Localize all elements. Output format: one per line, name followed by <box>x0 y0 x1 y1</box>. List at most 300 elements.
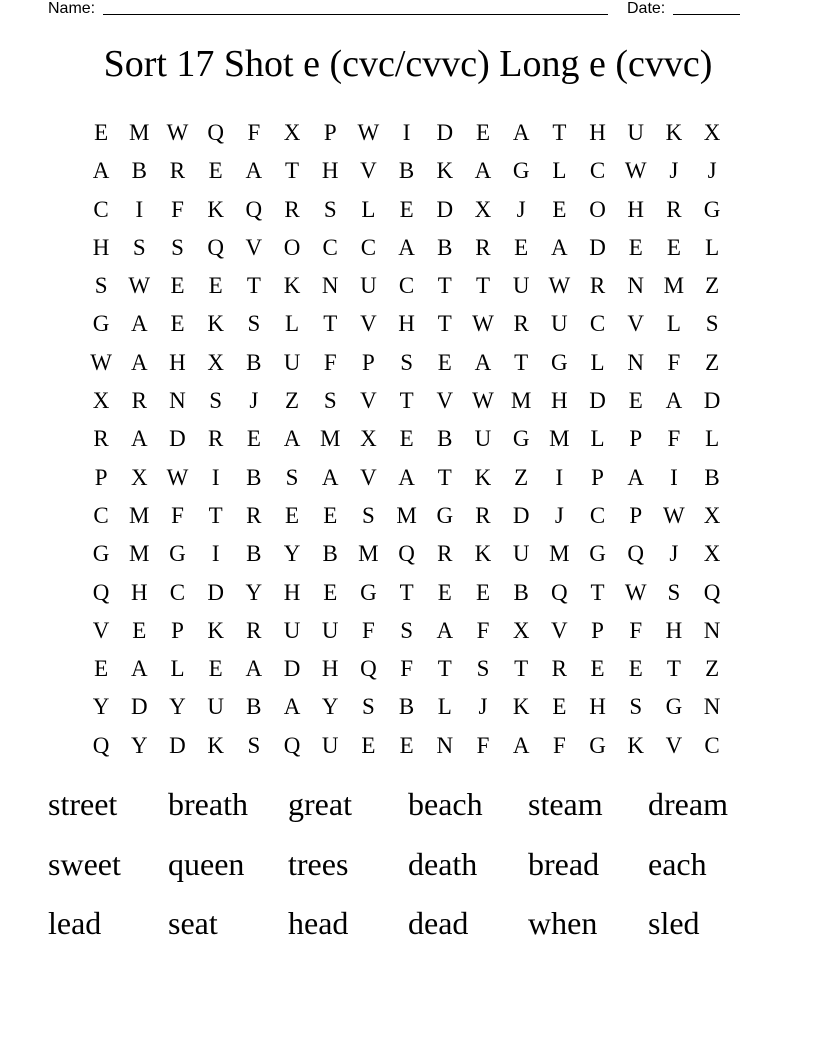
grid-letter[interactable]: Y <box>245 579 263 605</box>
grid-letter[interactable]: L <box>705 234 720 260</box>
grid-letter[interactable]: X <box>703 502 721 528</box>
grid-letter[interactable]: A <box>321 464 339 490</box>
grid-letter[interactable]: J <box>707 158 717 184</box>
grid-letter[interactable]: X <box>283 120 301 145</box>
grid-letter[interactable]: E <box>399 196 414 222</box>
grid-letter[interactable]: U <box>283 617 301 643</box>
date-field-line[interactable] <box>673 14 740 15</box>
grid-letter[interactable]: G <box>703 196 721 222</box>
grid-letter[interactable]: D <box>169 426 186 452</box>
grid-letter[interactable]: E <box>628 388 643 414</box>
grid-letter[interactable]: R <box>169 158 186 184</box>
grid-letter[interactable]: E <box>170 273 185 299</box>
grid-letter[interactable]: D <box>512 502 530 528</box>
grid-letter[interactable]: X <box>703 120 721 145</box>
grid-letter[interactable]: A <box>627 464 645 490</box>
grid-letter[interactable]: F <box>476 732 490 758</box>
grid-letter[interactable]: C <box>589 311 606 337</box>
grid-letter[interactable]: G <box>589 732 606 758</box>
grid-letter[interactable]: C <box>704 732 720 758</box>
grid-letter[interactable]: B <box>437 426 453 452</box>
grid-letter[interactable]: P <box>591 617 604 643</box>
grid-letter[interactable]: V <box>360 388 377 414</box>
grid-letter[interactable]: T <box>437 311 452 337</box>
grid-letter[interactable]: C <box>93 196 109 222</box>
grid-letter[interactable]: Z <box>285 388 300 414</box>
grid-letter[interactable]: E <box>514 234 529 260</box>
grid-letter[interactable]: E <box>475 120 490 145</box>
grid-letter[interactable]: H <box>283 579 301 605</box>
grid-letter[interactable]: V <box>665 732 683 758</box>
grid-letter[interactable]: F <box>552 732 566 758</box>
grid-letter[interactable]: S <box>705 311 719 337</box>
grid-letter[interactable]: T <box>399 579 414 605</box>
grid-letter[interactable]: E <box>208 273 223 299</box>
grid-letter[interactable]: T <box>666 656 681 682</box>
grid-letter[interactable]: A <box>398 464 415 490</box>
grid-letter[interactable]: V <box>360 311 377 337</box>
grid-letter[interactable]: R <box>666 196 682 222</box>
grid-row <box>82 114 731 152</box>
grid-letter[interactable]: C <box>589 158 606 184</box>
grid-row <box>82 535 731 573</box>
grid-letter[interactable]: Z <box>514 464 529 490</box>
grid-letter[interactable]: A <box>512 732 530 758</box>
grid-letter[interactable]: X <box>512 617 530 643</box>
grid-letter[interactable]: B <box>437 234 453 260</box>
grid-letter[interactable]: G <box>360 579 377 605</box>
grid-letter[interactable]: T <box>208 502 223 528</box>
grid-letter[interactable]: T <box>514 656 529 682</box>
grid-letter[interactable]: R <box>551 656 568 682</box>
grid-letter[interactable]: E <box>552 196 567 222</box>
grid-letter[interactable]: Z <box>705 656 720 682</box>
grid-letter[interactable]: X <box>92 388 110 414</box>
grid-letter[interactable]: K <box>436 158 454 184</box>
grid-letter[interactable]: K <box>207 732 224 758</box>
grid-letter[interactable]: D <box>589 234 606 260</box>
grid-letter[interactable]: J <box>249 388 259 414</box>
grid-letter[interactable]: D <box>589 388 606 414</box>
grid-letter[interactable]: I <box>211 541 220 567</box>
grid-letter[interactable]: D <box>436 196 454 222</box>
grid-letter[interactable]: W <box>166 120 189 145</box>
grid-letter[interactable]: O <box>589 196 606 222</box>
grid-letter[interactable]: F <box>400 656 413 682</box>
grid-letter[interactable]: A <box>436 617 454 643</box>
grid-letter[interactable]: F <box>171 196 184 222</box>
grid-letter[interactable]: T <box>590 579 605 605</box>
grid-letter[interactable]: S <box>362 502 375 528</box>
grid-letter[interactable]: T <box>437 464 452 490</box>
grid-letter[interactable]: F <box>171 502 184 528</box>
grid-letter[interactable]: U <box>512 273 530 299</box>
grid-letter[interactable]: S <box>132 234 146 260</box>
grid-letter[interactable]: T <box>323 311 338 337</box>
grid-letter[interactable]: B <box>322 541 338 567</box>
grid-letter[interactable]: F <box>629 617 643 643</box>
grid-letter[interactable]: X <box>207 349 224 375</box>
grid-letter[interactable]: U <box>474 426 492 452</box>
grid-letter[interactable]: C <box>169 579 186 605</box>
grid-letter[interactable]: S <box>285 464 299 490</box>
grid-letter[interactable]: N <box>703 694 721 720</box>
grid-letter[interactable]: R <box>589 273 606 299</box>
grid-letter[interactable]: S <box>362 694 375 720</box>
grid-letter[interactable]: Q <box>360 656 377 682</box>
grid-letter[interactable]: R <box>207 426 224 452</box>
grid-letter[interactable]: P <box>171 617 184 643</box>
grid-letter[interactable]: L <box>170 656 185 682</box>
grid-letter[interactable]: M <box>129 120 150 145</box>
grid-letter[interactable]: D <box>207 579 224 605</box>
grid-letter[interactable]: E <box>437 579 452 605</box>
grid-letter[interactable]: U <box>512 541 530 567</box>
grid-letter[interactable]: E <box>323 502 338 528</box>
word-list-row <box>48 900 768 960</box>
grid-letter[interactable]: L <box>705 426 720 452</box>
grid-letter[interactable]: B <box>246 349 262 375</box>
grid-letter[interactable]: J <box>669 541 679 567</box>
grid-letter[interactable]: F <box>247 120 261 145</box>
grid-letter[interactable]: N <box>703 617 721 643</box>
grid-letter[interactable]: H <box>665 617 683 643</box>
grid-letter[interactable]: U <box>321 617 339 643</box>
grid-letter[interactable]: V <box>245 234 263 260</box>
grid-letter[interactable]: E <box>246 426 261 452</box>
grid-letter[interactable]: G <box>92 311 110 337</box>
grid-letter[interactable]: R <box>131 388 147 414</box>
grid-letter[interactable]: A <box>665 388 683 414</box>
grid-letter[interactable]: A <box>283 426 301 452</box>
grid-letter[interactable]: S <box>667 579 681 605</box>
grid-letter[interactable]: X <box>130 464 148 490</box>
grid-letter[interactable]: G <box>512 158 530 184</box>
grid-letter[interactable]: W <box>166 464 189 490</box>
grid-letter[interactable]: A <box>474 158 492 184</box>
grid-letter[interactable]: W <box>663 502 685 528</box>
grid-letter[interactable]: J <box>516 196 526 222</box>
grid-letter[interactable]: N <box>627 349 645 375</box>
grid-letter[interactable]: D <box>436 120 454 145</box>
grid-letter[interactable]: H <box>627 196 645 222</box>
grid-letter[interactable]: I <box>670 464 678 490</box>
grid-letter[interactable]: P <box>94 464 108 490</box>
grid-letter[interactable]: S <box>323 196 337 222</box>
grid-letter[interactable]: G <box>169 541 186 567</box>
grid-letter[interactable]: B <box>398 694 415 720</box>
grid-letter[interactable]: G <box>436 502 454 528</box>
grid-letter[interactable]: L <box>590 426 605 452</box>
grid-row <box>82 229 731 267</box>
grid-letter[interactable]: A <box>130 349 148 375</box>
grid-letter[interactable]: D <box>703 388 721 414</box>
grid-letter[interactable]: A <box>245 656 263 682</box>
grid-letter[interactable]: Q <box>207 120 224 145</box>
grid-letter[interactable]: I <box>135 196 144 222</box>
grid-letter[interactable]: W <box>128 273 151 299</box>
grid-letter[interactable]: Y <box>130 732 148 758</box>
grid-letter[interactable]: A <box>512 120 530 145</box>
grid-letter[interactable]: H <box>321 158 339 184</box>
grid-letter[interactable]: T <box>285 158 300 184</box>
grid-letter[interactable]: S <box>247 311 261 337</box>
grid-letter[interactable]: W <box>624 579 647 605</box>
grid-letter[interactable]: J <box>478 694 488 720</box>
grid-letter[interactable]: T <box>246 273 261 299</box>
grid-letter[interactable]: L <box>666 311 681 337</box>
name-field-line[interactable] <box>103 14 608 15</box>
grid-letter[interactable]: S <box>209 388 223 414</box>
grid-letter[interactable]: I <box>402 120 411 145</box>
grid-letter[interactable]: M <box>319 426 341 452</box>
grid-letter[interactable]: P <box>629 502 643 528</box>
grid-letter[interactable]: D <box>283 656 301 682</box>
grid-letter[interactable]: I <box>555 464 564 490</box>
grid-letter[interactable]: G <box>512 426 530 452</box>
grid-letter[interactable]: H <box>130 579 148 605</box>
grid-letter[interactable]: R <box>475 234 491 260</box>
grid-letter[interactable]: R <box>284 196 300 222</box>
grid-letter[interactable]: F <box>362 617 375 643</box>
grid-letter[interactable]: B <box>398 158 415 184</box>
grid-letter[interactable]: B <box>246 694 262 720</box>
grid-letter[interactable]: S <box>476 656 490 682</box>
grid-letter[interactable]: R <box>437 541 453 567</box>
grid-letter[interactable]: S <box>400 349 413 375</box>
grid-letter[interactable]: K <box>207 311 224 337</box>
grid-letter[interactable]: H <box>169 349 186 375</box>
grid-letter[interactable]: E <box>208 656 223 682</box>
grid-letter[interactable]: F <box>667 426 681 452</box>
grid-letter[interactable]: W <box>624 158 647 184</box>
grid-letter[interactable]: E <box>590 656 605 682</box>
grid-letter[interactable]: A <box>474 349 492 375</box>
grid-letter[interactable]: B <box>704 464 720 490</box>
grid-letter[interactable]: K <box>207 617 224 643</box>
grid-letter[interactable]: H <box>398 311 415 337</box>
grid-letter[interactable]: J <box>669 158 679 184</box>
grid-letter[interactable]: E <box>323 579 338 605</box>
grid-letter[interactable]: H <box>551 388 568 414</box>
grid-letter[interactable]: V <box>551 617 568 643</box>
grid-letter[interactable]: S <box>171 234 184 260</box>
grid-letter[interactable]: K <box>283 273 301 299</box>
grid-letter[interactable]: R <box>246 617 262 643</box>
grid-letter[interactable]: G <box>589 541 606 567</box>
grid-letter[interactable]: Q <box>398 541 415 567</box>
grid-row <box>82 305 731 343</box>
grid-letter[interactable]: M <box>358 541 379 567</box>
grid-letter[interactable]: T <box>514 349 529 375</box>
grid-letter[interactable]: E <box>666 234 681 260</box>
grid-letter[interactable]: L <box>285 311 300 337</box>
grid-letter[interactable]: S <box>629 694 643 720</box>
grid-letter[interactable]: F <box>323 349 337 375</box>
grid-letter[interactable]: F <box>476 617 490 643</box>
grid-letter[interactable]: E <box>399 732 414 758</box>
grid-letter[interactable]: E <box>399 426 414 452</box>
grid-letter[interactable]: D <box>169 732 186 758</box>
grid-letter[interactable]: F <box>667 349 681 375</box>
grid-letter[interactable]: C <box>589 502 606 528</box>
grid-letter[interactable]: W <box>472 388 494 414</box>
grid-letter[interactable]: E <box>94 656 109 682</box>
grid-letter[interactable]: L <box>437 694 452 720</box>
grid-letter[interactable]: Q <box>92 579 110 605</box>
grid-letter[interactable]: A <box>92 158 110 184</box>
grid-letter[interactable]: A <box>245 158 263 184</box>
grid-letter[interactable]: S <box>94 273 108 299</box>
grid-letter[interactable]: U <box>551 311 568 337</box>
grid-letter[interactable]: A <box>283 694 301 720</box>
grid-letter[interactable]: S <box>323 388 337 414</box>
grid-letter[interactable]: K <box>512 694 530 720</box>
grid-letter[interactable]: V <box>360 464 377 490</box>
grid-letter[interactable]: Y <box>321 694 339 720</box>
grid-letter[interactable]: X <box>360 426 377 452</box>
grid-letter[interactable]: A <box>130 426 148 452</box>
grid-letter[interactable]: G <box>665 694 683 720</box>
grid-letter[interactable]: C <box>398 273 415 299</box>
grid-letter[interactable]: H <box>589 120 606 145</box>
grid-letter[interactable]: B <box>513 579 529 605</box>
grid-letter[interactable]: P <box>591 464 604 490</box>
grid-letter[interactable]: V <box>627 311 645 337</box>
grid-letter[interactable]: B <box>131 158 147 184</box>
grid-letter[interactable]: M <box>663 273 685 299</box>
grid-letter[interactable]: C <box>322 234 338 260</box>
grid-letter[interactable]: Q <box>551 579 568 605</box>
grid-letter[interactable]: E <box>208 158 223 184</box>
grid-letter[interactable]: C <box>360 234 377 260</box>
grid-letter[interactable]: E <box>628 234 643 260</box>
grid-letter[interactable]: E <box>170 311 185 337</box>
grid-letter[interactable]: A <box>130 311 148 337</box>
grid-letter[interactable]: W <box>548 273 571 299</box>
grid-letter[interactable]: E <box>132 617 147 643</box>
grid-letter[interactable]: M <box>129 502 150 528</box>
grid-letter[interactable]: X <box>474 196 492 222</box>
grid-letter[interactable]: N <box>321 273 339 299</box>
grid-letter[interactable]: Q <box>207 234 224 260</box>
grid-letter[interactable]: K <box>665 120 683 145</box>
grid-letter[interactable]: P <box>323 120 337 145</box>
grid-letter[interactable]: G <box>551 349 568 375</box>
grid-letter[interactable]: E <box>628 656 643 682</box>
grid-letter[interactable]: Y <box>283 541 301 567</box>
grid-letter[interactable]: I <box>211 464 220 490</box>
grid-letter[interactable]: S <box>247 732 261 758</box>
grid-letter[interactable]: K <box>474 464 492 490</box>
grid-letter[interactable]: M <box>129 541 150 567</box>
grid-letter[interactable]: R <box>93 426 109 452</box>
grid-letter[interactable]: D <box>130 694 148 720</box>
grid-letter[interactable]: A <box>551 234 568 260</box>
grid-letter[interactable]: C <box>93 502 109 528</box>
grid-letter[interactable]: N <box>627 273 645 299</box>
grid-letter[interactable]: T <box>437 273 452 299</box>
grid-letter[interactable]: R <box>246 502 262 528</box>
grid-letter[interactable]: E <box>552 694 567 720</box>
grid-letter[interactable]: N <box>169 388 186 414</box>
grid-letter[interactable]: M <box>510 388 532 414</box>
grid-letter[interactable]: B <box>246 464 262 490</box>
grid-letter[interactable]: N <box>436 732 454 758</box>
grid-letter[interactable]: W <box>357 120 380 145</box>
grid-letter[interactable]: Q <box>627 541 645 567</box>
grid-letter[interactable]: Q <box>283 732 301 758</box>
grid-letter[interactable]: V <box>436 388 454 414</box>
grid-letter[interactable]: T <box>475 273 490 299</box>
word-list-item: head <box>288 905 349 941</box>
grid-letter[interactable]: E <box>285 502 300 528</box>
grid-letter[interactable]: U <box>360 273 377 299</box>
grid-letter[interactable]: U <box>321 732 339 758</box>
grid-letter[interactable]: L <box>590 349 605 375</box>
grid-letter[interactable]: R <box>513 311 529 337</box>
grid-letter[interactable]: W <box>90 349 112 375</box>
grid-letter[interactable]: L <box>552 158 567 184</box>
grid-letter[interactable]: U <box>627 120 645 145</box>
grid-letter[interactable]: T <box>552 120 567 145</box>
grid-letter[interactable]: T <box>399 388 414 414</box>
grid-letter[interactable]: M <box>549 541 570 567</box>
grid-letter[interactable]: P <box>629 426 643 452</box>
grid-letter[interactable]: G <box>92 541 110 567</box>
grid-letter[interactable]: J <box>554 502 564 528</box>
grid-letter[interactable]: W <box>472 311 494 337</box>
name-label: Name: <box>48 0 96 17</box>
grid-letter[interactable]: Y <box>92 694 110 720</box>
grid-letter[interactable]: O <box>283 234 301 260</box>
grid-letter[interactable]: E <box>361 732 376 758</box>
grid-letter[interactable]: E <box>94 120 109 145</box>
grid-letter[interactable]: E <box>437 349 452 375</box>
grid-letter[interactable]: U <box>207 694 224 720</box>
grid-letter[interactable]: Z <box>705 273 720 299</box>
grid-letter[interactable]: H <box>92 234 110 260</box>
grid-letter[interactable]: E <box>475 579 490 605</box>
grid-letter[interactable]: Q <box>245 196 263 222</box>
grid-letter[interactable]: A <box>398 234 415 260</box>
grid-letter[interactable]: H <box>321 656 339 682</box>
grid-letter[interactable]: K <box>627 732 645 758</box>
grid-letter[interactable]: T <box>437 656 452 682</box>
grid-letter[interactable]: Z <box>705 349 720 375</box>
grid-letter[interactable]: P <box>362 349 375 375</box>
grid-letter[interactable]: A <box>130 656 148 682</box>
grid-letter[interactable]: M <box>396 502 417 528</box>
grid-letter[interactable]: M <box>549 426 570 452</box>
grid-letter[interactable]: X <box>703 541 721 567</box>
grid-letter[interactable]: R <box>475 502 491 528</box>
grid-letter[interactable]: Q <box>703 579 721 605</box>
grid-letter[interactable]: K <box>474 541 492 567</box>
word-list-item: breath <box>168 786 248 822</box>
grid-letter[interactable]: U <box>283 349 301 375</box>
grid-letter[interactable]: S <box>400 617 413 643</box>
grid-row <box>82 612 731 650</box>
grid-letter[interactable]: V <box>360 158 377 184</box>
grid-letter[interactable]: V <box>92 617 110 643</box>
grid-letter[interactable]: Y <box>169 694 186 720</box>
grid-letter[interactable]: B <box>246 541 262 567</box>
grid-letter[interactable]: L <box>361 196 376 222</box>
grid-letter[interactable]: K <box>207 196 224 222</box>
grid-letter[interactable]: Q <box>92 732 110 758</box>
grid-letter[interactable]: H <box>589 694 606 720</box>
